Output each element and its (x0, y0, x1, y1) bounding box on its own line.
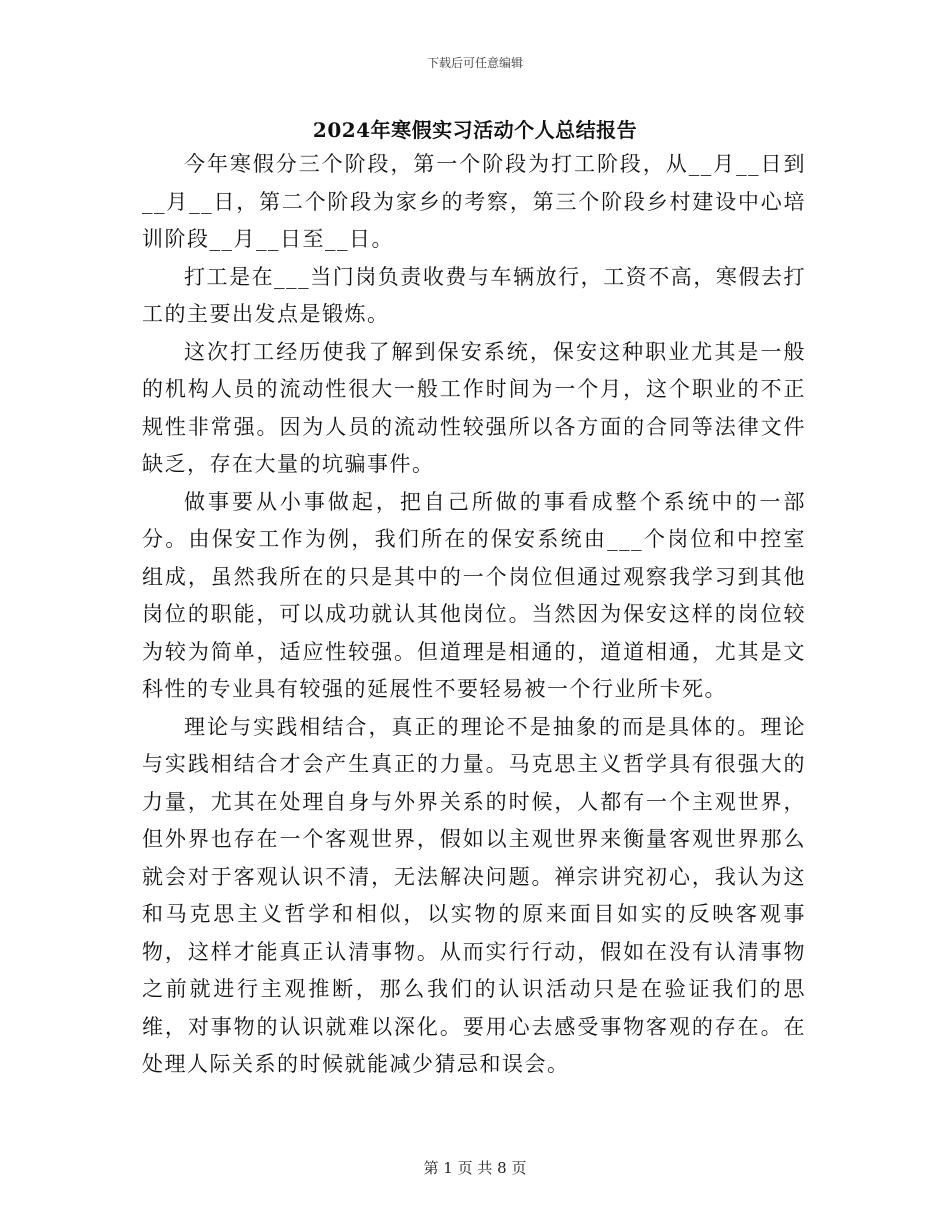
paragraph-1: 今年寒假分三个阶段，第一个阶段为打工阶段，从__月__日到__月__日，第二个阶段为家乡的考察，第三个阶段乡村建设中心培训阶段__月__日至__日。 (142, 152, 806, 251)
paragraph-4: 做事要从小事做起，把自己所做的事看成整个系统中的一部分。由保安工作为例，我们所在的保安系统由___个岗位和中控室组成，虽然我所在的只是其中的一个岗位但通过观察我学习到其他岗位的职能，可以成功就认其他岗位。当然因为保安这样的岗位较为较为简单，适应性较强。但道理是相通的，道道相通，尤其是文科性的专业具有较强的延展性不要轻易被一个行业所卡死。 (142, 489, 806, 701)
page-number: 第 1 页 共 8 页 (423, 1159, 527, 1177)
paragraph-3: 这次打工经历使我了解到保安系统，保安这种职业尤其是一般的机构人员的流动性很大一般工作时间为一个月，这个职业的不正规性非常强。因为人员的流动性较强所以各方面的合同等法律文件缺乏，存在大量的坑骗事件。 (142, 339, 806, 476)
document-title: 2024年寒假实习活动个人总结报告 (312, 118, 638, 142)
header-note: 下载后可任意编辑 (426, 56, 523, 70)
paragraph-5: 理论与实践相结合，真正的理论不是抽象的而是具体的。理论与实践相结合才会产生真正的力量。马克思主义哲学具有很强大的力量，尤其在处理自身与外界关系的时候，人都有一个主观世界，但外界也存在一个客观世界，假如以主观世界来衡量客观世界那么就会对于客观认识不清，无法解决问题。禅宗讲究初心，我认为这和马克思主义哲学和相似，以实物的原来面目如实的反映客观事物，这样才能真正认清事物。从而实行行动，假如在没有认清事物之前就进行主观推断，那么我们的认识活动只是在验证我们的思维，对事物的认识就难以深化。要用心去感受事物客观的存在。在处理人际关系的时候就能减少猜忌和误会。 (142, 714, 806, 1076)
paragraph-2: 打工是在___当门岗负责收费与车辆放行，工资不高，寒假去打工的主要出发点是锻炼。 (142, 264, 806, 326)
document-body (142, 146, 806, 1084)
